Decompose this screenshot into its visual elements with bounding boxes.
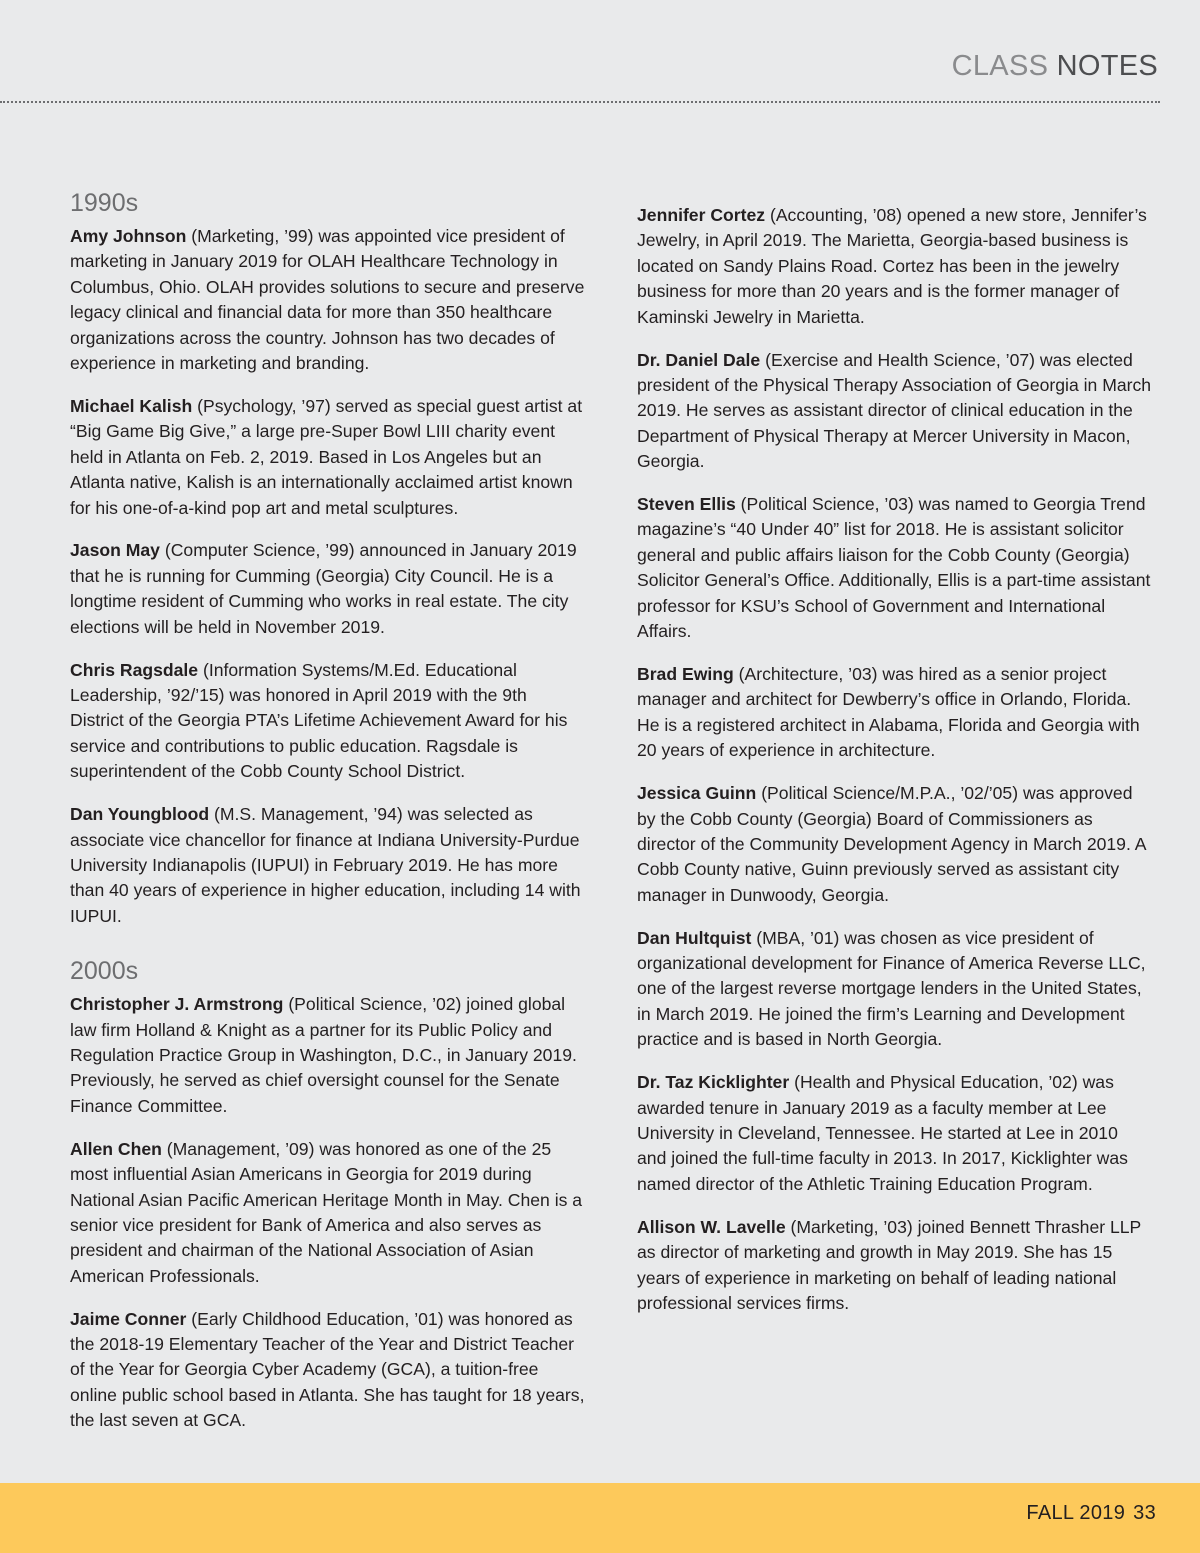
entry-text: (Computer Science, ’99) announced in January 2019 that he is running for Cumming (Georgia) City Council. He is a longtime resident of Cumming who works in real estate. The city elections will be held in November 2019. (70, 540, 577, 637)
class-note-entry (637, 348, 1152, 475)
entry-text: (Marketing, ’03) joined Bennett Thrasher LLP as director of marketing and growth in May 2019. She has 15 years of experience in marketing on behalf of leading national professional services firms. (637, 1216, 1141, 1313)
page-number: 33 (1133, 1502, 1156, 1524)
alumni-name: Brad Ewing (637, 664, 734, 684)
alumni-name: Allen Chen (70, 1138, 162, 1159)
entry-text: (Exercise and Health Science, ’07) was elected president of the Physical Therapy Association of Georgia in March 2019. He serves as assistant director of clinical education in the Department of Physical Therapy at Mercer University in Macon, Georgia. (637, 349, 1152, 472)
decade-heading-2000s: 2000s (70, 957, 139, 986)
class-note-entry (637, 781, 1152, 908)
class-note-entry (637, 492, 1152, 644)
alumni-name: Chris Ragsdale (70, 659, 199, 680)
entry-text: (Information Systems/M.Ed. Educational Leadership, ’92/’15) was honored in April 2019 with the 9th District of the Georgia PTA’s Lifetime Achievement Award for his service and contributions to public education. Ragsdale is superintendent of the Cobb County School District. (70, 659, 568, 782)
alumni-name: Dan Hultquist (637, 927, 752, 948)
class-note-entry (70, 1137, 585, 1289)
alumni-name: Amy Johnson (70, 226, 187, 246)
class-note-entry (70, 658, 585, 785)
alumni-name: Dan Youngblood (70, 804, 210, 825)
class-note-entry (70, 1307, 585, 1434)
entry-text: (Health and Physical Education, ’02) was awarded tenure in January 2019 as a faculty member at Lee University in Cleveland, Tennessee. He started at Lee in 2010 and joined the full-time faculty in 2013. In 2017, Kicklighter was named director of the Athletic Training Education Program. (637, 1072, 1128, 1194)
class-note-entry (637, 1215, 1152, 1317)
footer-bar (0, 1483, 1200, 1553)
section-header-dark: NOTES (1056, 50, 1158, 82)
entry-text: (M.S. Management, ’94) was selected as associate vice chancellor for finance at Indiana University-Purdue University Indianapolis (IUPUI) in February 2019. He has more than 40 years of experience in higher education, including 14 with IUPUI. (70, 804, 581, 926)
section-header-light: CLASS (951, 50, 1057, 82)
class-note-entry (70, 394, 585, 521)
alumni-name: Dr. Daniel Dale (637, 349, 761, 370)
alumni-name: Jason May (70, 540, 160, 561)
alumni-name: Jennifer Cortez (637, 205, 766, 225)
left-column (70, 188, 585, 1451)
entry-text: (Political Science/M.P.A., ’02/’05) was approved by the Cobb County (Georgia) Board of Commissioners as director of the Community Development Agency in March 2019. A Cobb County native, Guinn previously served as assistant city manager in Dunwoody, Georgia. (637, 783, 1146, 905)
right-column (637, 203, 1152, 1334)
alumni-name: Dr. Taz Kicklighter (637, 1072, 790, 1093)
alumni-name: Allison W. Lavelle (637, 1216, 786, 1237)
class-note-entry (637, 1070, 1152, 1197)
class-note-entry (637, 662, 1152, 764)
class-note-entry (70, 802, 585, 929)
section-header (952, 50, 1158, 83)
class-note-entry (70, 224, 585, 376)
class-note-entry (70, 992, 585, 1119)
issue-label (1026, 1502, 1156, 1525)
alumni-name: Jessica Guinn (637, 783, 757, 804)
alumni-name: Jaime Conner (70, 1308, 187, 1329)
entry-text: (Political Science, ’03) was named to Georgia Trend magazine’s “40 Under 40” list for 2018. He is assistant solicitor general and public affairs liaison for the Cobb County (Georgia) Solicitor General’s Office. Additionally, Ellis is a part-time assistant professor for KSU’s School of Government and International Affairs. (637, 494, 1151, 642)
entry-text: (Accounting, ’08) opened a new store, Jennifer’s Jewelry, in April 2019. The Marietta, Georgia-based business is located on Sandy Plains Road. Cortez has been in the jewelry business for more than 20 years and is the former manager of Kaminski Jewelry in Marietta. (637, 205, 1147, 327)
entry-text: (Management, ’09) was honored as one of the 25 most influential Asian Americans in Georgia for 2019 during National Asian Pacific American Heritage Month in May. Chen is a senior vice president for Bank of America and also serves as president and chairman of the National Association of Asian American Professionals. (70, 1138, 583, 1286)
entry-text: (MBA, ’01) was chosen as vice president of organizational development for Finance of America Reverse LLC, one of the largest reverse mortgage lenders in the United States, in March 2019. He joined the firm’s Learning and Development practice and is based in North Georgia. (637, 927, 1146, 1050)
class-note-entry (637, 203, 1152, 330)
class-note-entry (637, 926, 1152, 1053)
alumni-name: Michael Kalish (70, 395, 193, 416)
entry-text: (Political Science, ’02) joined global law firm Holland & Knight as a partner for its Public Policy and Regulation Practice Group in Washington, D.C., in January 2019. Previously, he served as chief oversight counsel for the Senate Finance Committee. (70, 994, 577, 1116)
entry-text: (Marketing, ’99) was appointed vice president of marketing in January 2019 for OLAH Healthcare Technology in Columbus, Ohio. OLAH provides solutions to secure and preserve legacy clinical and financial data for more than 350 healthcare organizations across the country. Johnson has two decades of experience in marketing and branding. (70, 226, 585, 374)
alumni-name: Christopher J. Armstrong (70, 994, 284, 1015)
decade-heading-1990s: 1990s (70, 189, 139, 217)
entry-text: (Psychology, ’97) served as special guest artist at “Big Game Big Give,” a large pre-Super Bowl LIII charity event held in Atlanta on Feb. 2, 2019. Based in Los Angeles but an Atlanta native, Kalish is an internationally acclaimed artist known for his one-of-a-kind pop art and metal sculptures. (70, 395, 583, 518)
class-note-entry (70, 538, 585, 640)
entry-text: (Architecture, ’03) was hired as a senior project manager and architect for Dewberry’s office in Orlando, Florida. He is a registered architect in Alabama, Florida and Georgia with 20 years of experience in architecture. (637, 664, 1140, 761)
alumni-name: Steven Ellis (637, 494, 736, 515)
issue-name: FALL 2019 (1026, 1502, 1126, 1524)
entry-text: (Early Childhood Education, ’01) was honored as the 2018-19 Elementary Teacher of the Year and District Teacher of the Year for Georgia Cyber Academy (GCA), a tuition-free online public school based in Atlanta. She has taught for 18 years, the last seven at GCA. (70, 1308, 585, 1431)
dotted-divider (0, 101, 1160, 103)
